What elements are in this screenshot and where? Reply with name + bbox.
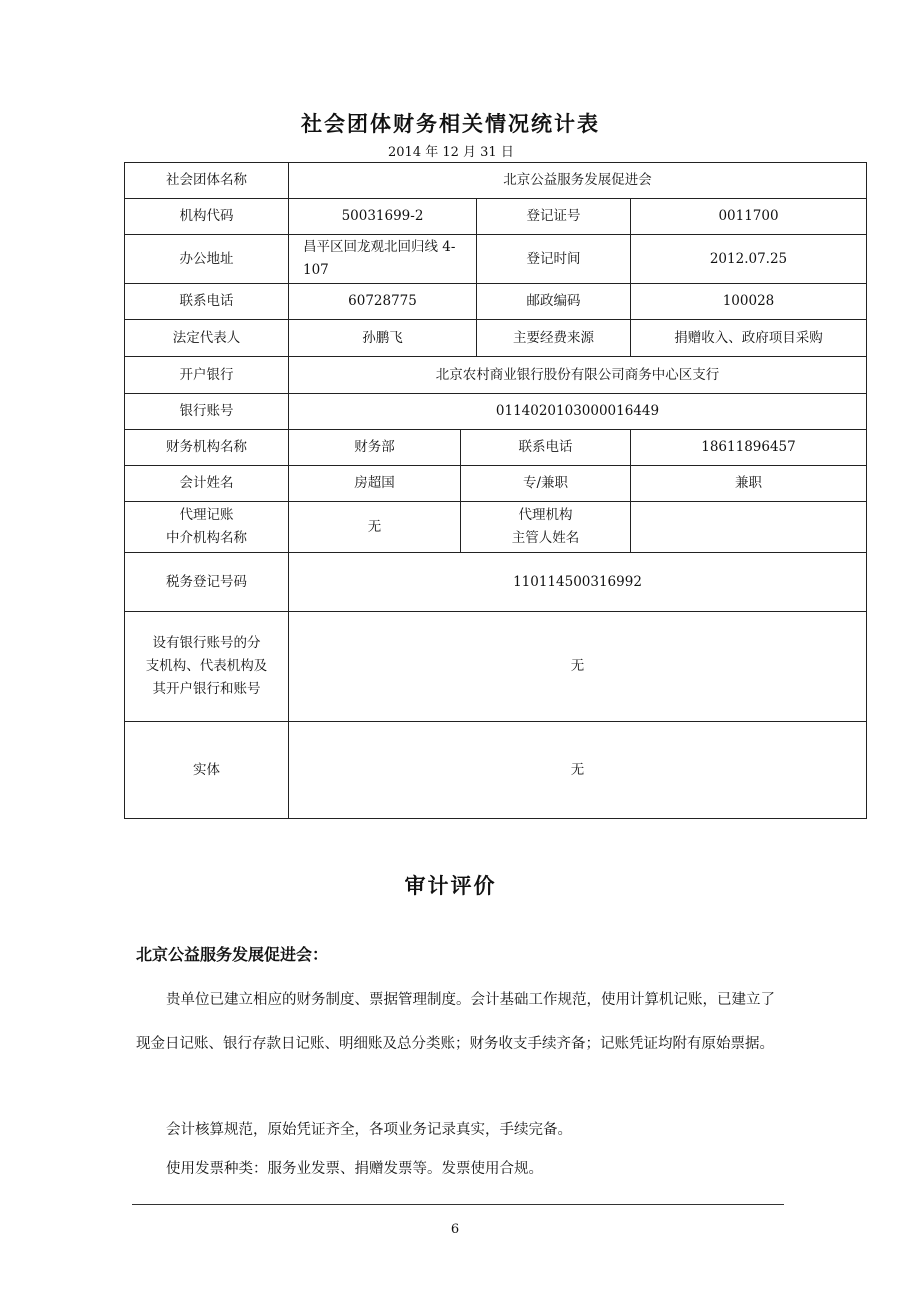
accountant-value: 房超国 — [289, 466, 461, 502]
org-code-label: 机构代码 — [125, 199, 289, 235]
agent-head-value — [631, 502, 867, 553]
fin-phone-label: 联系电话 — [461, 430, 631, 466]
org-name-label: 社会团体名称 — [125, 163, 289, 199]
fin-phone-value: 18611896457 — [631, 430, 867, 466]
account-label: 银行账号 — [125, 394, 289, 430]
report-date: 2014 年 12 月 31 日 — [388, 145, 514, 160]
table-row — [125, 430, 867, 466]
audit-paragraph: 使用发票种类：服务业发票、捐赠发票等。发票使用合规。 — [166, 1161, 543, 1177]
page-title: 社会团体财务相关情况统计表 — [301, 111, 600, 136]
legal-rep-label: 法定代表人 — [125, 320, 289, 357]
fin-dept-label: 财务机构名称 — [125, 430, 289, 466]
postcode-label: 邮政编码 — [477, 284, 631, 320]
table-row — [125, 199, 867, 235]
legal-rep-value: 孙鹏飞 — [289, 320, 477, 357]
table-row — [125, 394, 867, 430]
branch-label-line-3: 其开户银行和账号 — [152, 681, 261, 697]
agent-head-label-line-1: 代理机构 — [518, 507, 573, 523]
phone-label: 联系电话 — [125, 284, 289, 320]
org-name-value: 北京公益服务发展促进会 — [289, 163, 867, 199]
agent-value: 无 — [289, 502, 461, 553]
reg-no-label: 登记证号 — [477, 199, 631, 235]
entity-value: 无 — [289, 722, 867, 819]
audit-title: 审计评价 — [404, 873, 497, 898]
agent-label-line-1: 代理记账 — [179, 507, 234, 523]
fulltime-label: 专/兼职 — [461, 466, 631, 502]
page-number: 6 — [450, 1222, 460, 1237]
table-row — [125, 284, 867, 320]
address-label: 办公地址 — [125, 235, 289, 284]
entity-label: 实体 — [125, 722, 289, 819]
salutation: 北京公益服务发展促进会： — [136, 945, 329, 964]
branch-value: 无 — [289, 612, 867, 722]
accountant-label: 会计姓名 — [125, 466, 289, 502]
reg-no-value: 0011700 — [631, 199, 867, 235]
agent-label — [125, 502, 289, 553]
agent-head-label-line-2: 主管人姓名 — [511, 530, 580, 546]
table-row — [125, 163, 867, 199]
audit-paragraph: 会计核算规范，原始凭证齐全，各项业务记录真实，手续完备。 — [166, 1122, 572, 1138]
agent-label-line-2: 中介机构名称 — [166, 530, 247, 546]
table-row — [125, 320, 867, 357]
table-row — [125, 502, 867, 553]
funding-value: 捐赠收入、政府项目采购 — [631, 320, 867, 357]
phone-value: 60728775 — [289, 284, 477, 320]
account-value: 0114020103000016449 — [289, 394, 867, 430]
reg-time-value: 2012.07.25 — [631, 235, 867, 284]
address-value: 昌平区回龙观北回归线 4-107 — [289, 235, 477, 284]
bank-label: 开户银行 — [125, 357, 289, 394]
postcode-value: 100028 — [631, 284, 867, 320]
table-row — [125, 612, 867, 722]
footer-rule — [132, 1204, 784, 1205]
table-row — [125, 357, 867, 394]
fulltime-value: 兼职 — [631, 466, 867, 502]
fin-dept-value: 财务部 — [289, 430, 461, 466]
table-row — [125, 553, 867, 612]
org-code-value: 50031699-2 — [289, 199, 477, 235]
finance-table — [124, 162, 867, 819]
bank-value: 北京农村商业银行股份有限公司商务中心区支行 — [289, 357, 867, 394]
table-row — [125, 466, 867, 502]
tax-value: 110114500316992 — [289, 553, 867, 612]
tax-label: 税务登记号码 — [125, 553, 289, 612]
funding-label: 主要经费来源 — [477, 320, 631, 357]
branch-label — [125, 612, 289, 722]
agent-head-label — [461, 502, 631, 553]
table-row — [125, 235, 867, 284]
audit-paragraph: 贵单位已建立相应的财务制度、票据管理制度。会计基础工作规范，使用计算机记账，已建立了现金日记账、银行存款日记账、明细账及总分类账；财务收支手续齐备；记账凭证均附有原始票据。 — [136, 992, 775, 1052]
branch-label-line-2: 支机构、代表机构及 — [145, 658, 268, 674]
table-row — [125, 722, 867, 819]
reg-time-label: 登记时间 — [477, 235, 631, 284]
branch-label-line-1: 设有银行账号的分 — [152, 635, 261, 651]
